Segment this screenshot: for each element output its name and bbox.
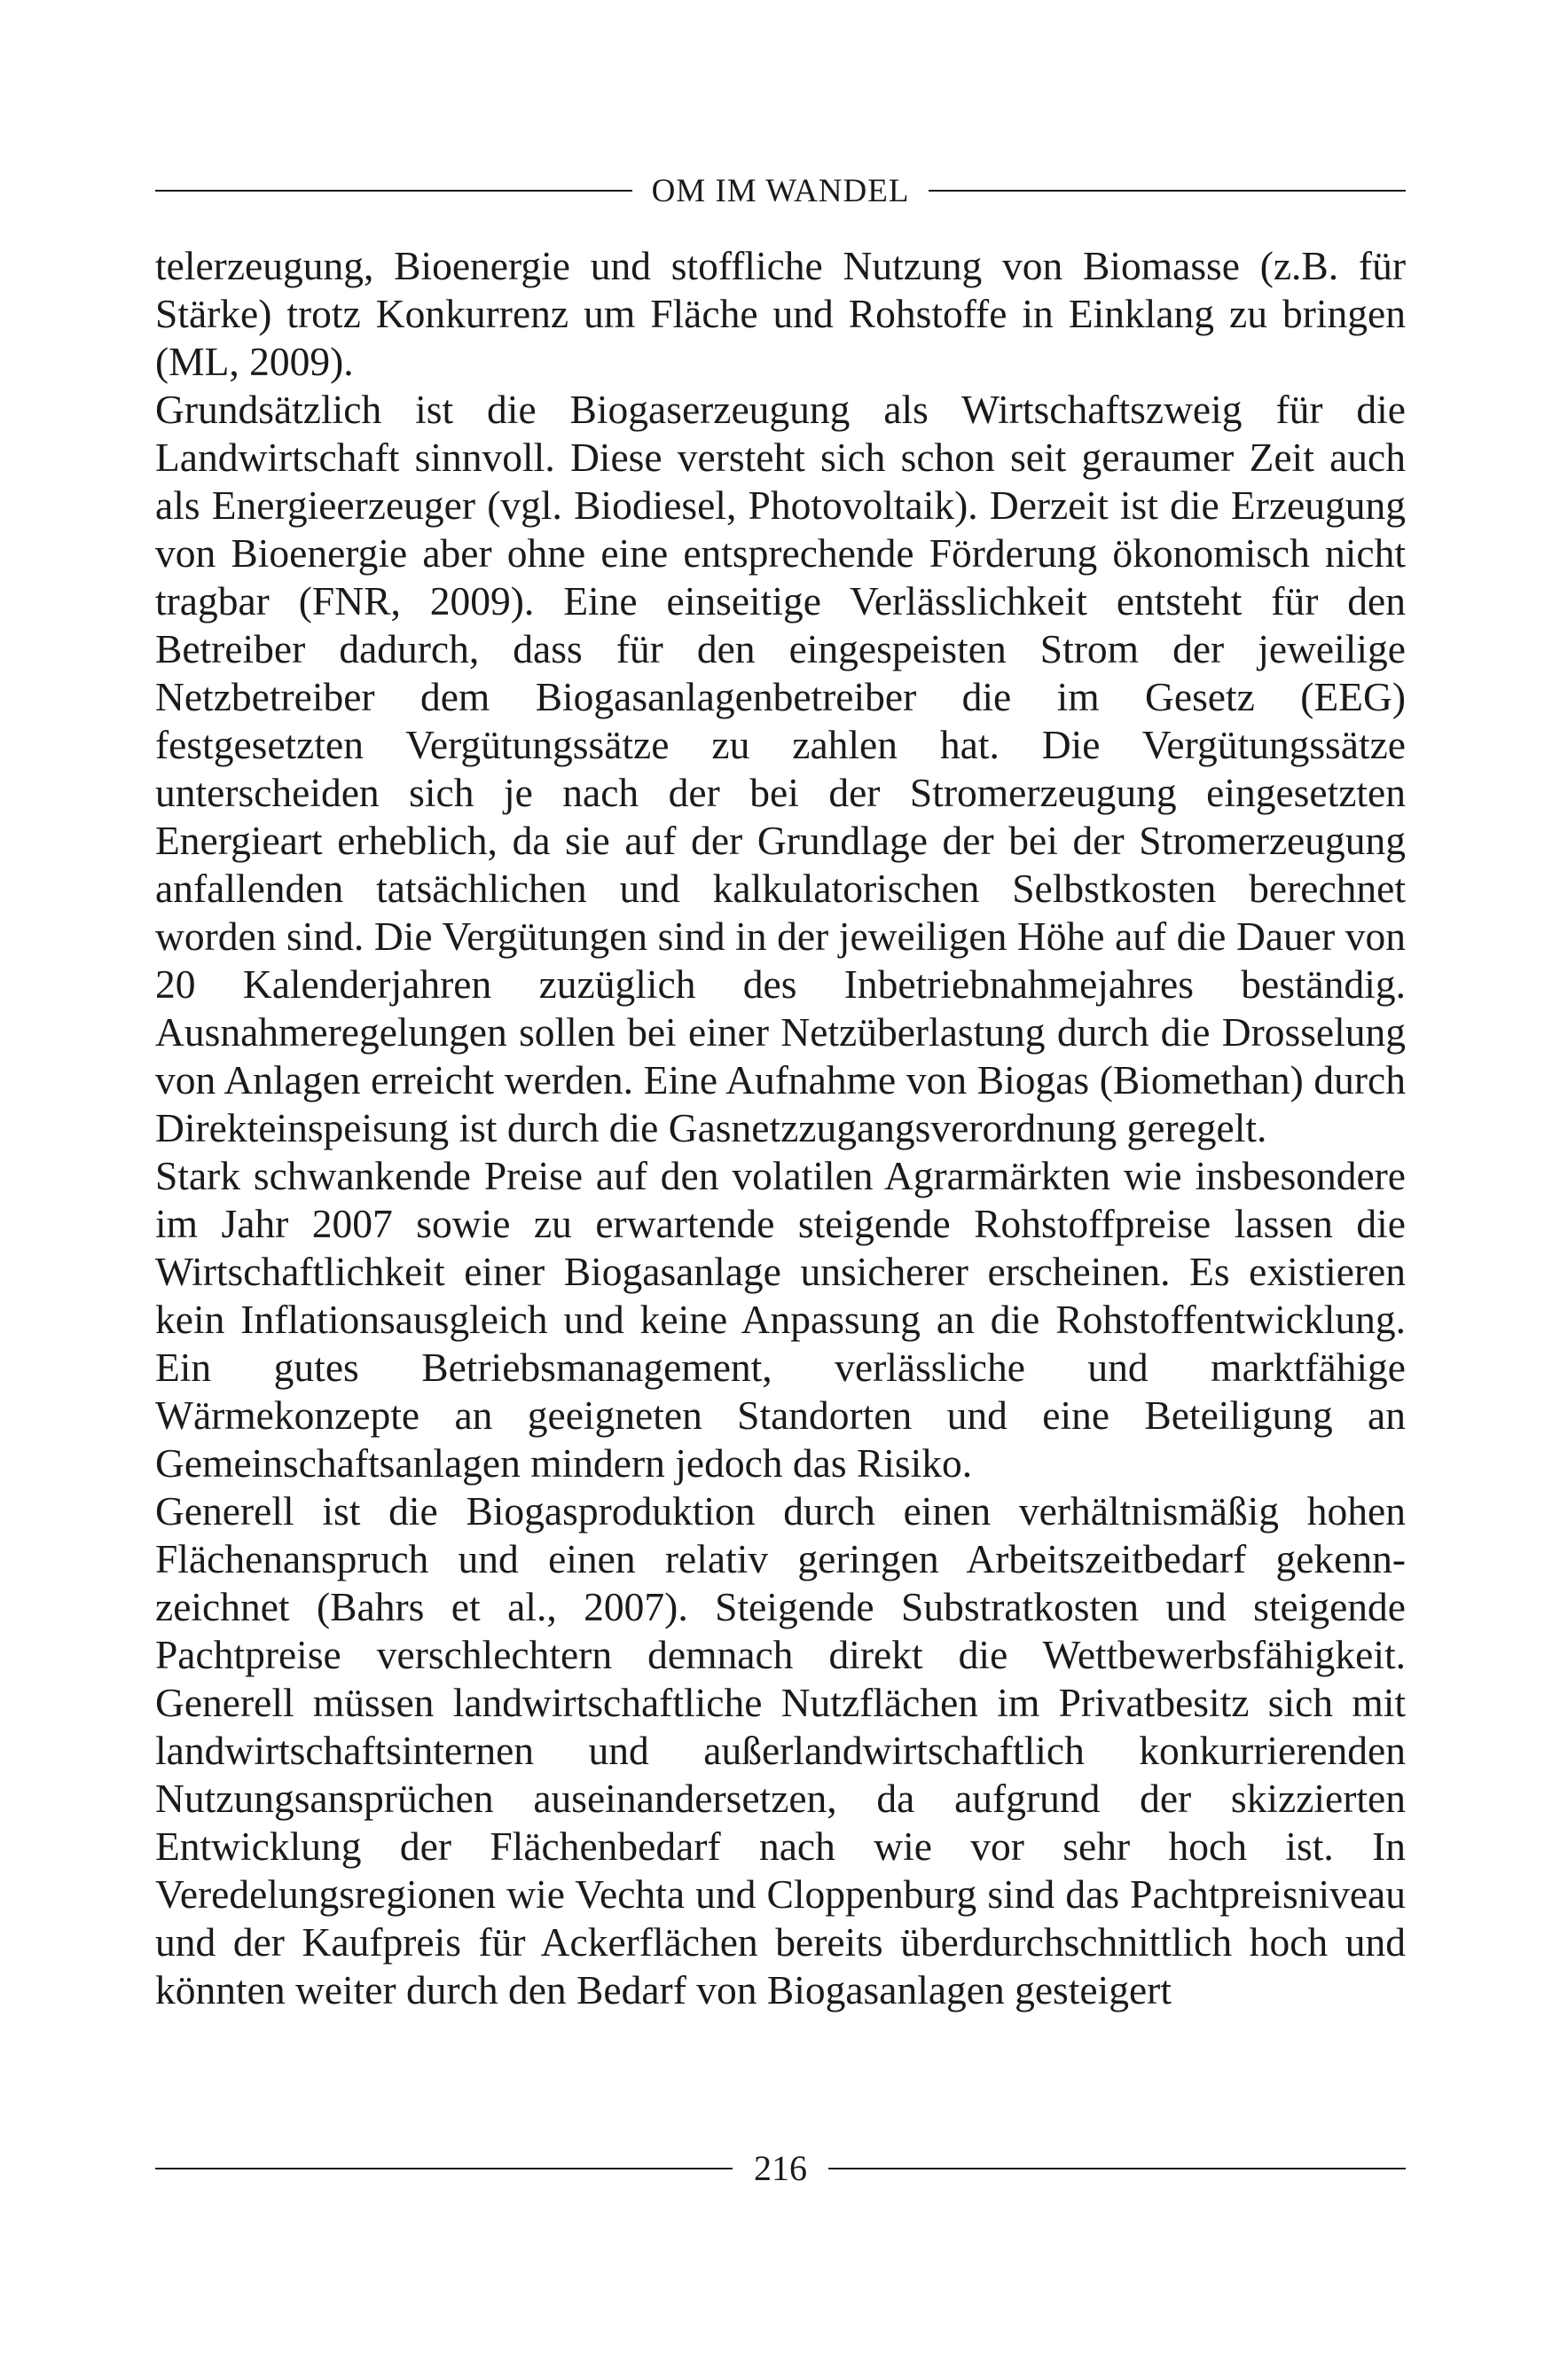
paragraph: Grundsätzlich ist die Biogaserzeugung als Wirtschaftszweig für die Landwirtschaft sinnvoll. Diese versteht sich schon seit geraumer Zeit auch als Energieerzeuger (vgl. Biodiesel, Photovoltaik). Derzeit ist die Erzeugung von Bioenergie aber ohne eine entsprechende Förderung ökonomisch nicht tragbar (FNR, 2009). Eine einseitige Verlässlichkeit entsteht für den Betreiber dadurch, dass für den eingespeisten Strom der jeweilige Netzbetreiber dem Biogasanlagenbetreiber die im Gesetz (EEG) festgesetzten Vergütungssätze zu zahlen hat. Die Vergütungssätze unterscheiden sich je nach der bei der Stromerzeugung eingesetzten Energieart erheblich, da sie auf der Grundlage der bei der Stromerzeugung anfallenden tatsächlichen und kalkulatorischen Selbstkosten berechnet worden sind. Die Vergütungen sind in der jeweiligen Höhe auf die Dauer von 20 Kalenderjahren zuzüglich des Inbetriebnahmejahres beständig. Ausnahmeregelungen sollen bei einer Netzüberlastung durch die Drosselung von Anlagen erreicht werden. Eine Aufnahme von Biogas (Biomethan) durch Direkteinspeisung ist durch die Gasnetzzugangsverordnung geregelt. xyxy=(155,387,1406,1150)
header-rule-left xyxy=(155,190,632,192)
running-footer xyxy=(155,2146,1406,2191)
running-header-title: OM IM WANDEL xyxy=(651,172,910,209)
running-header xyxy=(155,169,1406,213)
paragraph: telerzeugung, Bioenergie und stoffliche Nutzung von Biomasse (z.B. für Stärke) trotz Konkurrenz um Fläche und Rohstoffe in Einklang zu bringen (ML, 2009). xyxy=(155,243,1406,384)
paragraph: Generell ist die Biogasproduktion durch einen verhältnismäßig hohen Flächenanspruch und einen relativ geringen Arbeitszeitbedarf gekennzeichnet (Bahrs et al., 2007). Steigende Substratkosten und steigende Pachtpreise verschlechtern demnach direkt die Wettbewerbsfähigkeit. Generell müssen landwirtschaftliche Nutzflächen im Privatbesitz sich mit landwirtschaftsinternen und außerlandwirtschaftlich konkurrierenden Nutzungsansprüchen auseinandersetzen, da aufgrund der skizzierten Entwicklung der Flächenbedarf nach wie vor sehr hoch ist. In Veredelungsregionen wie Vechta und Cloppenburg sind das Pachtpreisniveau und der Kaufpreis für Ackerflächen bereits überdurchschnittlich hoch und könnten weiter durch den Bedarf von Biogasanlagen gesteigert xyxy=(155,1488,1406,2012)
footer-rule-left xyxy=(155,2168,733,2169)
footer-rule-right xyxy=(828,2168,1406,2169)
header-rule-right xyxy=(929,190,1406,192)
body-text xyxy=(155,242,1406,2014)
page-number: 216 xyxy=(754,2148,807,2188)
paragraph: Stark schwankende Preise auf den volatilen Agrarmärkten wie insbesondere im Jahr 2007 sowie zu erwartende steigende Rohstoffpreise lassen die Wirtschaftlichkeit einer Biogasanlage unsicherer erscheinen. Es existieren kein Inflationsausgleich und keine Anpassung an die Rohstoffentwicklung. Ein gutes Betriebsmanagement, verlässliche und marktfähige Wärmekonzepte an geeigneten Standorten und eine Beteiligung an Gemeinschaftsanlagen mindern jedoch das Risiko. xyxy=(155,1153,1406,1486)
